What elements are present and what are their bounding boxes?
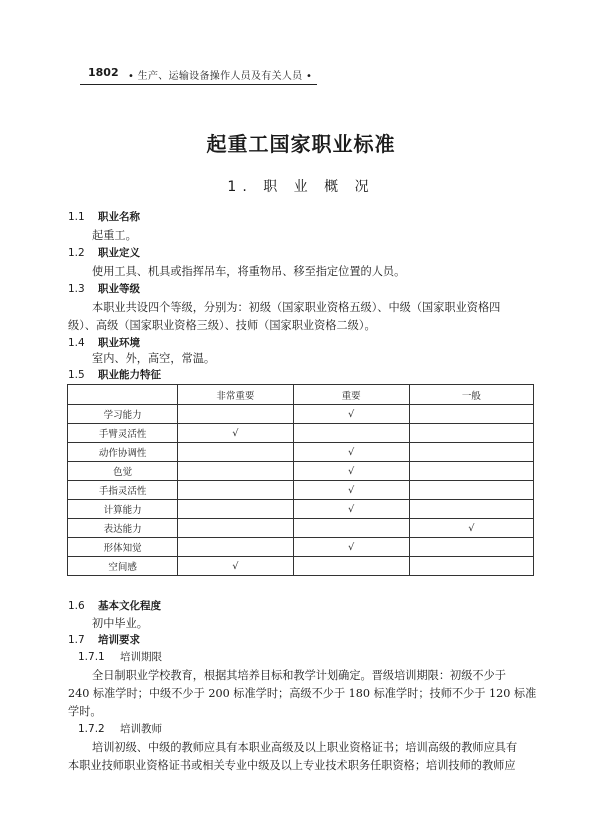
section-label: 职业定义 — [98, 247, 140, 259]
table-row — [68, 538, 534, 557]
table-header-row — [68, 385, 534, 405]
section-heading-1-7 — [68, 632, 140, 647]
check-cell — [409, 500, 533, 519]
subsection-body-1-7-2-line1: 培训初级、中级的教师应具有本职业高级及以上职业资格证书；培训高级的教师应具有 — [92, 741, 518, 754]
subsection-body-1-7-1-line2: 240 标准学时；中级不少于 200 标准学时；高级不少于 180 标准学时；技师不少于 120 标准 — [68, 687, 537, 700]
check-cell — [293, 424, 409, 443]
section-number: 1.7 — [68, 634, 85, 646]
check-cell — [178, 500, 293, 519]
section-label: 职业环境 — [98, 337, 140, 349]
check-cell — [409, 424, 533, 443]
table-row — [68, 405, 534, 424]
check-cell: √ — [293, 481, 409, 500]
page-number: 1802 — [88, 66, 119, 79]
header-cell-blank — [68, 385, 178, 405]
table-row — [68, 424, 534, 443]
section-heading-1-3 — [68, 281, 140, 296]
check-cell — [409, 405, 533, 424]
section-number: 1.5 — [68, 369, 85, 381]
check-cell: √ — [293, 462, 409, 481]
check-cell — [178, 519, 293, 538]
subsection-number: 1.7.2 — [78, 723, 105, 735]
subsection-number: 1.7.1 — [78, 651, 105, 663]
subsection-heading-1-7-2 — [78, 721, 162, 736]
check-cell — [178, 405, 293, 424]
ability-table — [67, 384, 534, 576]
check-cell: √ — [178, 424, 293, 443]
section-number: 1.1 — [68, 211, 85, 223]
check-cell: √ — [293, 443, 409, 462]
section-label: 职业等级 — [98, 283, 140, 295]
subsection-label: 培训期限 — [120, 651, 162, 663]
ability-name: 空间感 — [68, 557, 178, 576]
check-cell — [409, 481, 533, 500]
section-label: 基本文化程度 — [98, 600, 161, 612]
ability-name: 动作协调性 — [68, 443, 178, 462]
document-title: 起重工国家职业标准 — [206, 132, 396, 156]
section-number: 1.3 — [68, 283, 85, 295]
check-cell — [178, 481, 293, 500]
check-cell — [409, 557, 533, 576]
check-cell — [178, 462, 293, 481]
section-number: 1.4 — [68, 337, 85, 349]
subsection-body-1-7-1-line1: 全日制职业学校教育，根据其培养目标和教学计划确定。晋级培训期限：初级不少于 — [92, 669, 506, 682]
table-row — [68, 500, 534, 519]
check-cell — [178, 538, 293, 557]
check-cell — [293, 519, 409, 538]
section-heading-1-5 — [68, 367, 161, 382]
subsection-body-1-7-1-line3: 学时。 — [68, 705, 102, 718]
running-header — [80, 64, 317, 85]
check-cell — [293, 557, 409, 576]
section-label: 职业能力特征 — [98, 369, 161, 381]
table-row — [68, 557, 534, 576]
table-row — [68, 519, 534, 538]
section-body-1-4: 室内、外，高空，常温。 — [92, 352, 216, 365]
check-cell: √ — [293, 405, 409, 424]
subsection-label: 培训教师 — [120, 723, 162, 735]
ability-name: 表达能力 — [68, 519, 178, 538]
section-body-1-3-line1: 本职业共设四个等级，分别为：初级（国家职业资格五级）、中级（国家职业资格四 — [92, 301, 501, 314]
check-cell — [409, 462, 533, 481]
table-row — [68, 443, 534, 462]
table-row — [68, 481, 534, 500]
section-heading-1-6 — [68, 598, 161, 613]
check-cell: √ — [293, 538, 409, 557]
subsection-body-1-7-2-line2: 本职业技师职业资格证书或相关专业中级及以上专业技术职务任职资格；培训技师的教师应 — [68, 759, 516, 772]
check-cell: √ — [409, 519, 533, 538]
header-cell-general: 一般 — [409, 385, 533, 405]
section-heading-1-1 — [68, 209, 140, 224]
section-number: 1.2 — [68, 247, 85, 259]
subsection-heading-1-7-1 — [78, 649, 162, 664]
section-heading-1-4 — [68, 335, 140, 350]
running-title: • 生产、运输设备操作人员及有关人员 • — [128, 71, 313, 82]
ability-name: 形体知觉 — [68, 538, 178, 557]
header-cell-very-important: 非常重要 — [178, 385, 293, 405]
check-cell — [178, 443, 293, 462]
ability-name: 手臂灵活性 — [68, 424, 178, 443]
ability-name: 色觉 — [68, 462, 178, 481]
check-cell: √ — [293, 500, 409, 519]
check-cell — [409, 443, 533, 462]
section-number: 1.6 — [68, 600, 85, 612]
section-label: 职业名称 — [98, 211, 140, 223]
section-body-1-3-line2: 级）、高级（国家职业资格三级）、技师（国家职业资格二级）。 — [68, 319, 376, 332]
ability-name: 学习能力 — [68, 405, 178, 424]
table-row — [68, 462, 534, 481]
ability-name: 计算能力 — [68, 500, 178, 519]
section-heading-1-2 — [68, 245, 140, 260]
ability-name: 手指灵活性 — [68, 481, 178, 500]
chapter-heading: 1. 职 业 概 况 — [227, 179, 375, 195]
section-body-1-6: 初中毕业。 — [92, 617, 148, 630]
section-label: 培训要求 — [98, 634, 140, 646]
section-body-1-1: 起重工。 — [92, 229, 137, 242]
header-cell-important: 重要 — [293, 385, 409, 405]
check-cell: √ — [178, 557, 293, 576]
check-cell — [409, 538, 533, 557]
section-body-1-2: 使用工具、机具或指挥吊车，将重物吊、移至指定位置的人员。 — [92, 265, 406, 278]
